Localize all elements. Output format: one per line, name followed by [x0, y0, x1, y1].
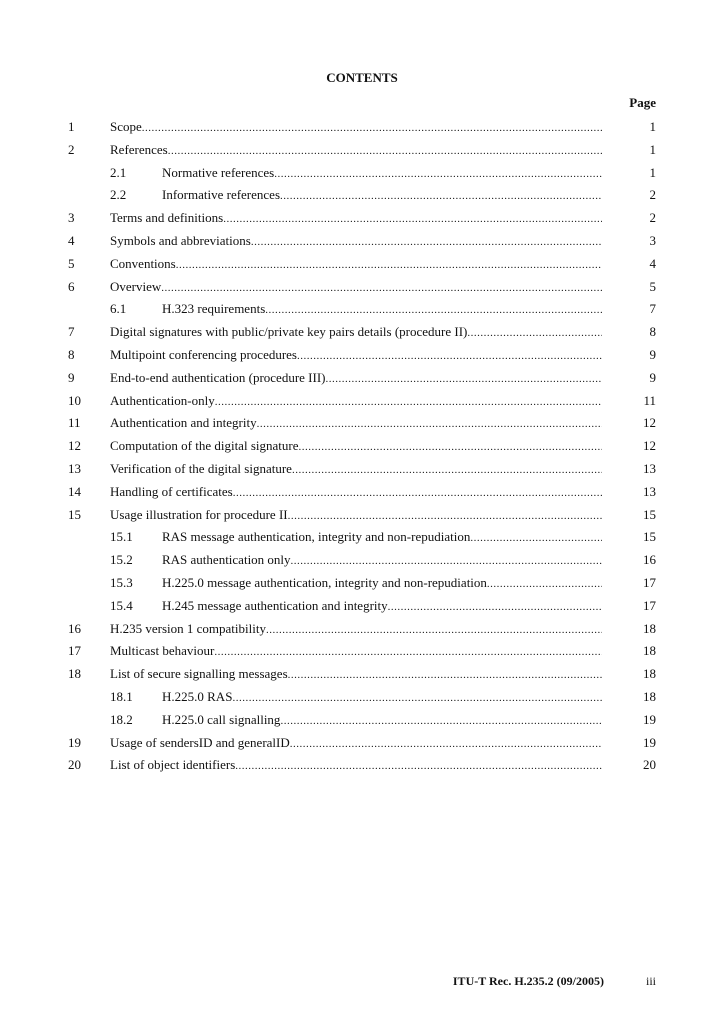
toc-entry-number: 15: [68, 506, 81, 522]
toc-entry-title: Scope: [110, 119, 142, 134]
toc-entry-line: [110, 118, 602, 137]
toc-entry: [0, 437, 724, 455]
toc-entry-title: List of secure signalling messages: [110, 666, 288, 682]
toc-entry-page: 5: [649, 278, 656, 294]
toc-entry-title: Authentication and integrity: [110, 415, 257, 431]
toc-entry-title: H.245 message authentication and integrity: [162, 597, 388, 613]
toc-entry-page: 15: [643, 529, 656, 545]
toc-entry: [0, 620, 724, 638]
toc-entry-line: [110, 369, 602, 388]
toc-entry-page: 16: [643, 552, 656, 568]
toc-entry-page: 1: [649, 119, 656, 134]
toc-entry-title: H.225.0 RAS: [162, 689, 233, 704]
toc-entry: [0, 141, 724, 159]
toc-dot-leader: [161, 279, 602, 297]
toc-entry: [0, 642, 724, 660]
toc-entry: [0, 574, 724, 592]
toc-entry-line: [110, 734, 602, 753]
toc-entry-page: 19: [643, 711, 656, 727]
toc-entry-page: 8: [649, 324, 656, 340]
toc-dot-leader: [176, 256, 602, 274]
toc-entry-title: Conventions: [110, 255, 176, 271]
toc-entry-title: H.225.0 message authentication, integrity and non-repudiation: [162, 575, 487, 590]
toc-entry-number: 16: [68, 620, 81, 636]
toc-entry-line: [110, 483, 602, 502]
toc-entry-number: 15.1: [110, 529, 133, 545]
toc-dot-leader: [214, 643, 602, 661]
toc-entry-page: 18: [643, 620, 656, 636]
toc-entry: [0, 756, 724, 774]
toc-entry-page: 7: [649, 301, 656, 317]
page-column-header: Page: [629, 95, 656, 110]
toc-entry-number: 18.2: [110, 711, 133, 727]
toc-entry-page: 13: [643, 461, 656, 476]
toc-entry: [0, 323, 724, 341]
toc-entry: [0, 551, 724, 569]
toc-entry-number: 18.1: [110, 689, 133, 704]
toc-entry-title: References: [110, 141, 168, 157]
toc-entry-number: 6.1: [110, 301, 127, 317]
toc-entry-line: [110, 209, 602, 228]
toc-entry-page: 20: [643, 757, 656, 773]
toc-dot-leader: [298, 438, 602, 456]
toc-entry-title: Authentication-only: [110, 392, 215, 408]
toc-dot-leader: [288, 507, 602, 525]
toc-entry: [0, 369, 724, 387]
toc-entry-title: Multicast behaviour: [110, 643, 215, 659]
page-footer: [0, 974, 724, 994]
toc-entry-page: 9: [649, 347, 656, 362]
toc-entry-page: 17: [643, 575, 656, 590]
toc-dot-leader: [235, 757, 602, 775]
toc-entry-number: 12: [68, 438, 81, 454]
toc-entry-title: Verification of the digital signature: [110, 461, 292, 476]
toc-dot-leader: [467, 324, 602, 342]
toc-entry: [0, 506, 724, 524]
toc-dot-leader: [232, 689, 602, 707]
toc-entry-number: 20: [68, 757, 81, 773]
toc-entry-line: [162, 597, 602, 616]
toc-dot-leader: [288, 666, 602, 684]
toc-entry-title: H.235 version 1 compatibility: [110, 620, 266, 636]
toc-entry-number: 6: [68, 278, 75, 294]
toc-entry-title: H.323 requirements: [162, 301, 266, 317]
toc-entry-line: [110, 346, 602, 365]
toc-dot-leader: [168, 142, 602, 160]
toc-entry-line: [110, 437, 602, 456]
toc-entry: [0, 414, 724, 432]
toc-entry-line: [162, 528, 602, 547]
toc-entry-line: [162, 300, 602, 319]
toc-entry-number: 18: [68, 666, 81, 682]
toc-entry-number: 17: [68, 643, 81, 659]
toc-entry: [0, 346, 724, 364]
toc-entry-title: Overview: [110, 278, 162, 294]
toc-entry-line: [110, 414, 602, 433]
toc-entry: [0, 232, 724, 250]
toc-dot-leader: [274, 165, 602, 183]
toc-dot-leader: [297, 347, 602, 365]
toc-entry-title: Computation of the digital signature: [110, 438, 299, 454]
toc-entry-page: 15: [643, 506, 656, 522]
toc-entry-line: [162, 688, 602, 707]
toc-entry-page: 18: [643, 666, 656, 682]
toc-entry-number: 5: [68, 255, 75, 271]
toc-entry-title: List of object identifiers: [110, 757, 236, 773]
toc-entry-line: [162, 551, 602, 570]
toc-entry-line: [110, 141, 602, 160]
toc-entry-page: 12: [643, 415, 656, 431]
toc-entry-title: End-to-end authentication (procedure III): [110, 369, 326, 385]
toc-entry-number: 15.4: [110, 597, 133, 613]
toc-entry-title: RAS message authentication, integrity and non-repudiation: [162, 529, 471, 545]
toc-dot-leader: [325, 370, 602, 388]
toc-entry-page: 1: [649, 164, 656, 180]
toc-dot-leader: [292, 461, 602, 479]
toc-entry: [0, 597, 724, 615]
toc-entry-number: 15.3: [110, 575, 133, 590]
toc-entry-line: [110, 460, 602, 479]
toc-dot-leader: [233, 484, 602, 502]
toc-entry-number: 7: [68, 324, 75, 340]
toc-entry-number: 2: [68, 141, 75, 157]
toc-entry-page: 3: [649, 233, 656, 248]
toc-entry-line: [110, 665, 602, 684]
toc-entry-number: 14: [68, 483, 81, 499]
toc-entry: [0, 665, 724, 683]
toc-entry-page: 13: [643, 483, 656, 499]
toc-entry-line: [110, 620, 602, 639]
toc-entry-line: [110, 642, 602, 661]
toc-entry-line: [110, 255, 602, 274]
toc-entry-number: 9: [68, 369, 75, 385]
toc-entry-line: [162, 186, 602, 205]
toc-entry: [0, 392, 724, 410]
toc-entry-line: [162, 164, 602, 183]
toc-entry-title: Terms and definitions: [110, 210, 224, 226]
toc-entry-title: Handling of certificates: [110, 483, 233, 499]
toc-entry-title: Digital signatures with public/private key pairs details (procedure II): [110, 324, 468, 340]
toc-dot-leader: [265, 301, 602, 319]
toc-entry-number: 4: [68, 233, 75, 248]
toc-entry-page: 9: [649, 369, 656, 385]
toc-dot-leader: [223, 210, 602, 228]
toc-entry: [0, 118, 724, 136]
toc-entry-page: 4: [649, 255, 656, 271]
toc-dot-leader: [290, 735, 602, 753]
toc-entry-page: 11: [643, 392, 656, 408]
toc-entry: [0, 734, 724, 752]
toc-entry-number: 15.2: [110, 552, 133, 568]
toc-entry-number: 3: [68, 210, 75, 226]
toc-dot-leader: [280, 187, 602, 205]
toc-entry: [0, 209, 724, 227]
toc-entry-number: 19: [68, 734, 81, 750]
toc-entry: [0, 688, 724, 706]
toc-entry: [0, 186, 724, 204]
toc-dot-leader: [487, 575, 602, 593]
toc-dot-leader: [257, 415, 602, 433]
toc-entry-page: 2: [649, 187, 656, 203]
contents-title: CONTENTS: [326, 70, 398, 85]
toc-entry-page: 12: [643, 438, 656, 454]
toc-dot-leader: [142, 119, 602, 137]
toc-entry-title: Multipoint conferencing procedures: [110, 347, 297, 362]
toc-entry-number: 8: [68, 347, 75, 362]
toc-dot-leader: [215, 393, 602, 411]
toc-entry-title: H.225.0 call signalling: [162, 711, 281, 727]
toc-entry-line: [110, 278, 602, 297]
footer-document-reference: ITU-T Rec. H.235.2 (09/2005): [452, 974, 604, 988]
toc-entry-line: [162, 574, 602, 593]
toc-entry-page: 18: [643, 689, 656, 704]
toc-entry-title: RAS authentication only: [162, 552, 291, 568]
toc-entry: [0, 255, 724, 273]
toc-entry: [0, 460, 724, 478]
toc-entry-number: 2.1: [110, 164, 127, 180]
toc-entry-line: [110, 756, 602, 775]
toc-entry-number: 11: [68, 415, 81, 431]
toc-entry-line: [110, 232, 602, 251]
toc-entry-line: [110, 392, 602, 411]
toc-entry-line: [110, 323, 602, 342]
toc-entry-number: 13: [68, 461, 81, 476]
footer-page-number: iii: [645, 974, 656, 988]
toc-dot-leader: [280, 712, 602, 730]
toc-entry-title: Usage illustration for procedure II: [110, 506, 288, 522]
toc-entry-number: 2.2: [110, 187, 127, 203]
toc-entry-title: Usage of sendersID and generalID: [110, 734, 290, 750]
toc-entry-page: 17: [643, 597, 656, 613]
toc-entry-page: 19: [643, 734, 656, 750]
toc-dot-leader: [291, 552, 602, 570]
toc-dot-leader: [470, 529, 602, 547]
toc-entry-title: Symbols and abbreviations: [110, 233, 251, 248]
toc-entry-title: Informative references: [162, 187, 281, 203]
toc-entry: [0, 483, 724, 501]
toc-entry-number: 10: [68, 392, 81, 408]
toc-entry: [0, 528, 724, 546]
toc-dot-leader: [266, 621, 602, 639]
toc-entry-line: [110, 506, 602, 525]
toc-entry-page: 2: [649, 210, 656, 226]
toc-entry: [0, 278, 724, 296]
toc-dot-leader: [388, 598, 602, 616]
toc-dot-leader: [251, 233, 602, 251]
toc-entry-title: Normative references: [162, 164, 275, 180]
toc-entry-page: 18: [643, 643, 656, 659]
toc-entry: [0, 300, 724, 318]
toc-entry-number: 1: [68, 119, 75, 134]
toc-entry: [0, 164, 724, 182]
toc-entry: [0, 711, 724, 729]
toc-entry-page: 1: [649, 141, 656, 157]
toc-entry-line: [162, 711, 602, 730]
